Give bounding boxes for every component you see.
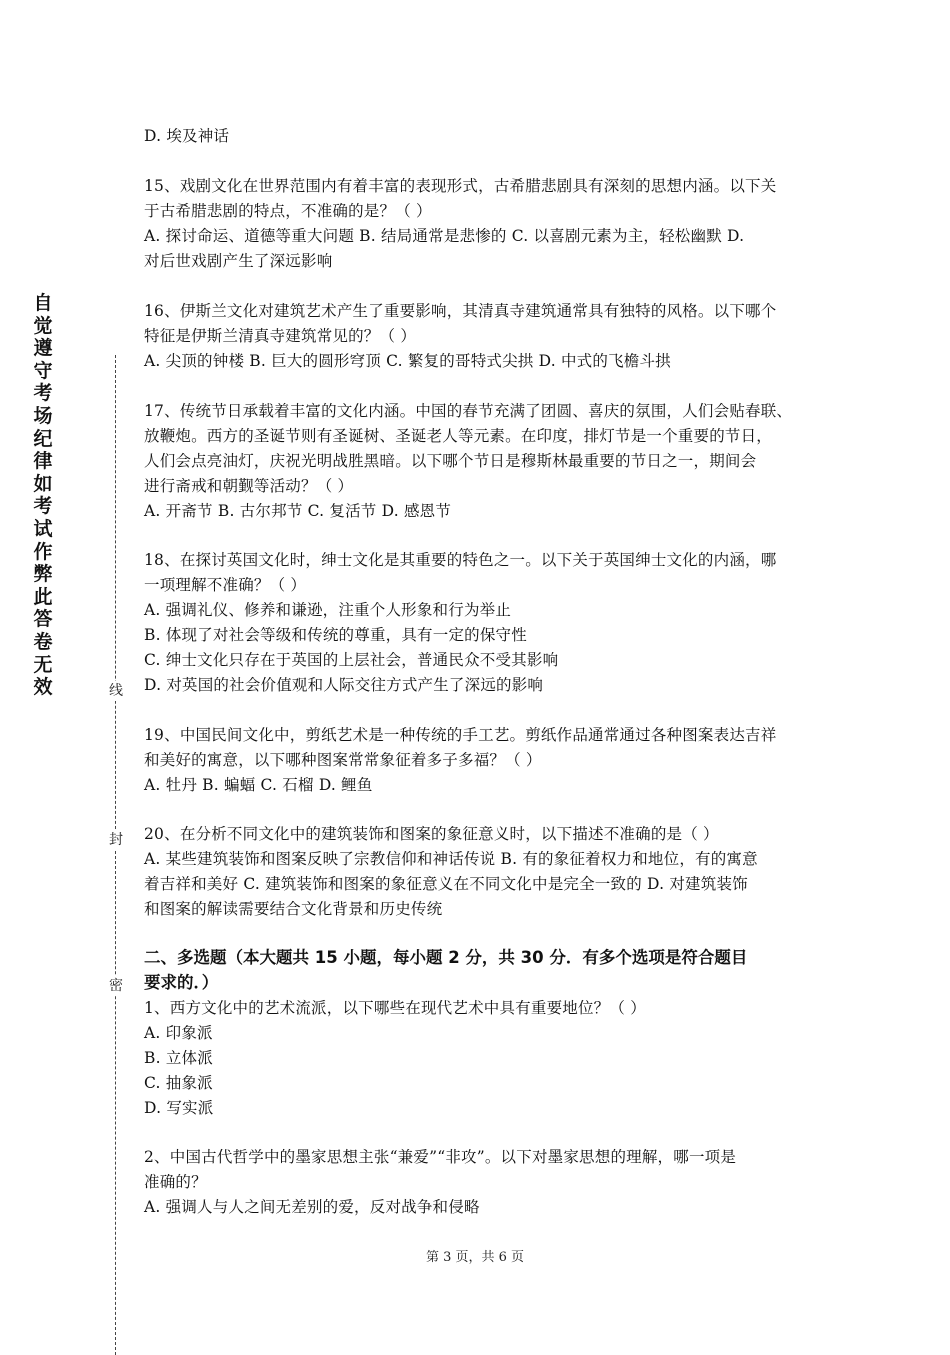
question-20-options: 和图案的解读需要结合文化背景和历史传统	[144, 900, 443, 918]
mc-question-2-text: 2、中国古代哲学中的墨家思想主张“兼爱”“非攻”。以下对墨家思想的理解，哪一项是	[144, 1148, 737, 1166]
mc-question-2-option-a: A. 强调人与人之间无差别的爱，反对战争和侵略	[144, 1198, 480, 1216]
question-19-text: 和美好的寓意，以下哪种图案常常象征着多子多福？（ ）	[144, 751, 542, 769]
question-15-text: 15、戏剧文化在世界范围内有着丰富的表现形式，古希腊悲剧具有深刻的思想内涵。以下关	[144, 177, 777, 195]
question-15-options: A. 探讨命运、道德等重大问题 B. 结局通常是悲惨的 C. 以喜剧元素为主，轻松幽默 D.	[144, 227, 745, 245]
question-17-options: A. 开斋节 B. 古尔邦节 C. 复活节 D. 感恩节	[144, 502, 452, 520]
question-18-option-b: B. 体现了对社会等级和传统的尊重，具有一定的保守性	[144, 626, 527, 644]
mc-question-1-option-c: C. 抽象派	[144, 1074, 213, 1092]
question-20-text: 20、在分析不同文化中的建筑装饰和图案的象征意义时，以下描述不准确的是（ ）	[144, 825, 719, 843]
question-18-option-d: D. 对英国的社会价值观和人际交往方式产生了深远的影响	[144, 676, 544, 694]
question-18-option-a: A. 强调礼仪、修养和谦逊，注重个人形象和行为举止	[144, 601, 512, 619]
question-18-text: 18、在探讨英国文化时，绅士文化是其重要的特色之一。以下关于英国绅士文化的内涵，哪	[144, 551, 777, 569]
seal-secret-char: 密	[106, 976, 126, 996]
question-17-text: 进行斋戒和朝觐等活动？（ ）	[144, 477, 354, 495]
question-15-text: 于古希腊悲剧的特点，不准确的是？（ ）	[144, 202, 432, 220]
mc-question-1-text: 1、西方文化中的艺术流派，以下哪些在现代艺术中具有重要地位？（ ）	[144, 999, 646, 1017]
option-text: D. 埃及神话	[144, 127, 230, 145]
question-16-text: 16、伊斯兰文化对建筑艺术产生了重要影响，其清真寺建筑通常具有独特的风格。以下哪个	[144, 302, 777, 320]
question-17-text: 放鞭炮。西方的圣诞节则有圣诞树、圣诞老人等元素。在印度，排灯节是一个重要的节日，	[144, 427, 773, 445]
mc-question-1-option-a: A. 印象派	[144, 1024, 213, 1042]
question-16-options: A. 尖顶的钟楼 B. 巨大的圆形穹顶 C. 繁复的哥特式尖拱 D. 中式的飞檐斗拱	[144, 352, 671, 370]
question-17-text: 17、传统节日承载着丰富的文化内涵。中国的春节充满了团圆、喜庆的氛围，人们会贴春联、	[144, 402, 793, 420]
seal-line-char: 线	[106, 681, 126, 701]
question-16-text: 特征是伊斯兰清真寺建筑常见的？（ ）	[144, 327, 417, 345]
seal-dashed-line	[115, 355, 116, 1355]
question-18-text: 一项理解不准确？（ ）	[144, 576, 307, 594]
binding-warning-text: 自觉遵守考场纪律如考试作弊此答卷无效	[33, 292, 53, 699]
question-19-text: 19、中国民间文化中，剪纸艺术是一种传统的手工艺。剪纸作品通常通过各种图案表达吉祥	[144, 726, 777, 744]
mc-question-2-text: 准确的？	[144, 1173, 207, 1191]
page-footer: 第 3 页，共 6 页	[425, 1250, 525, 1265]
mc-question-1-option-d: D. 写实派	[144, 1099, 214, 1117]
mc-question-1-option-b: B. 立体派	[144, 1049, 213, 1067]
section-title: 二、多选题（本大题共 15 小题，每小题 2 分，共 30 分．有多个选项是符合题目	[144, 948, 748, 967]
question-17-text: 人们会点亮油灯，庆祝光明战胜黑暗。以下哪个节日是穆斯林最重要的节日之一，期间会	[144, 452, 757, 470]
question-20-options: 着吉祥和美好 C. 建筑装饰和图案的象征意义在不同文化中是完全一致的 D. 对建筑装饰	[144, 875, 748, 893]
seal-seal-char: 封	[106, 830, 126, 850]
question-15-options: 对后世戏剧产生了深远影响	[144, 252, 333, 270]
question-19-options: A. 牡丹 B. 蝙蝠 C. 石榴 D. 鲤鱼	[144, 776, 373, 794]
section-title: 要求的．）	[144, 973, 219, 992]
question-20-options: A. 某些建筑装饰和图案反映了宗教信仰和神话传说 B. 有的象征着权力和地位，有的寓意	[144, 850, 758, 868]
question-18-option-c: C. 绅士文化只存在于英国的上层社会，普通民众不受其影响	[144, 651, 559, 669]
